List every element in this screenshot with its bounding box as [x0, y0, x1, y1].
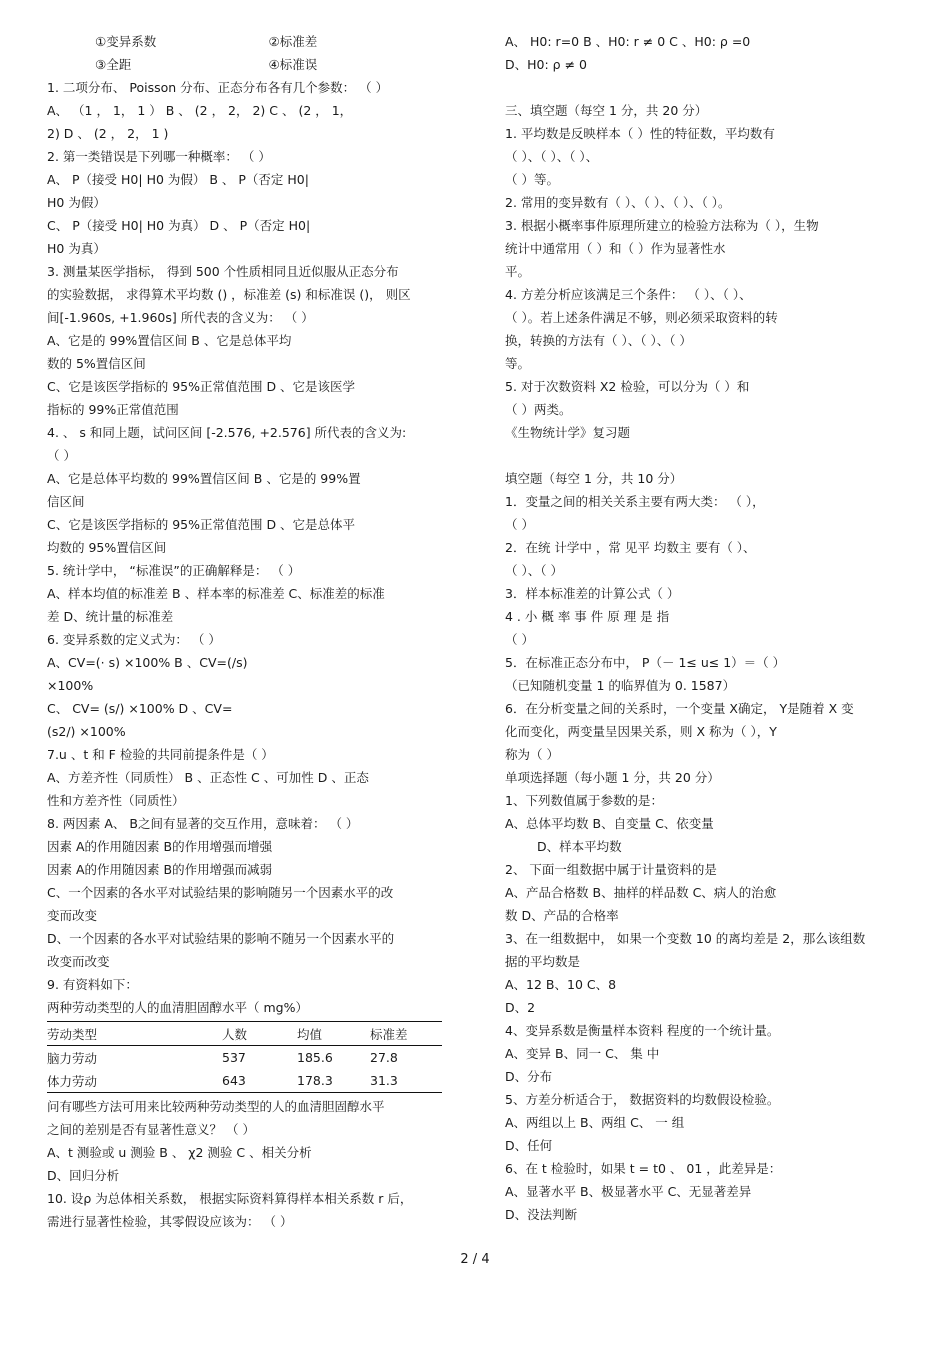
text-line: 1．变量之间的相关关系主要有两大类： （ ）， [505, 494, 765, 509]
text-line: 之间的差别是否有显著性意义？ （ ） [47, 1122, 255, 1137]
text-line: 4. 、 s 和同上题，试问区间 [-2.576, +2.576] 所代表的含义为: [47, 425, 407, 440]
text-line: 数 D、产品的合格率 [505, 908, 619, 923]
text-line: 4 . 小 概 率 事 件 原 理 是 指 [505, 609, 670, 624]
text-line: 3. 测量某医学指标， 得到 500 个性质相同且近似服从正态分布 [47, 264, 399, 279]
text-line: 信区间 [47, 494, 85, 509]
cholesterol-table [47, 1021, 442, 1093]
text-line: 3．样本标准差的计算公式（ ） [505, 586, 680, 601]
table-row [47, 1069, 442, 1093]
text-line: C、它是该医学指标的 95%正常值范围 D 、它是该医学 [47, 379, 356, 394]
text-line: 称为（ ） [505, 747, 559, 762]
text-line: 两种劳动类型的人的血清胆固醇水平（ mg%） [47, 1000, 308, 1015]
text-line: 变而改变 [47, 908, 98, 923]
option-label: ④标准误 [268, 57, 318, 72]
left-top-text [47, 30, 442, 1019]
text-line: （ ）、（ ） [505, 563, 563, 578]
text-line: A、 H0: r=0 B 、H0: r ≠ 0 C 、H0: ρ =0 [505, 34, 751, 49]
text-line: A、样本均值的标准差 B 、样本率的标准差 C、标准差的标准 [47, 586, 385, 601]
text-line: 换，转换的方法有（ ）、（ ）、（ ） [505, 333, 692, 348]
text-line: 2．在统 计学中 ，常 见平 均数主 要有（ ）、 [505, 540, 756, 555]
text-line: （ ） [505, 632, 534, 647]
text-line: 化而变化，两变量呈因果关系，则 X 称为（ ），Y [505, 724, 777, 739]
text-line: C、 P（接受 H0| H0 为真） D 、 P（否定 H0| [47, 218, 311, 233]
option-label: ③全距 [95, 57, 132, 72]
text-line: 性和方差齐性（同质性） [47, 793, 185, 808]
text-line: (s2/) ×100% [47, 724, 126, 739]
text-line: 4. 方差分析应该满足三个条件： （ ）、（ ）、 [505, 287, 752, 302]
text-line: 7.u 、t 和 F 检验的共同前提条件是（ ） [47, 747, 274, 762]
text-line [505, 76, 900, 99]
text-line: ×100% [47, 678, 94, 693]
text-line: 6. 变异系数的定义式为： （ ） [47, 632, 221, 647]
text-line: 9. 有资料如下： [47, 977, 138, 992]
text-line: D、2 [505, 1000, 536, 1015]
text-line: 数的 5%置信区间 [47, 356, 146, 371]
text-line: 差 D、统计量的标准差 [47, 609, 174, 624]
text-line: C、它是该医学指标的 95%正常值范围 D 、它是总体平 [47, 517, 356, 532]
text-line: 等。 [505, 356, 531, 371]
text-line: A、t 测验或 u 测验 B 、 χ2 测验 C 、相关分析 [47, 1145, 312, 1160]
table-cell: 643 [222, 1073, 246, 1088]
text-line: 2. 常用的变异数有（ ）、（ ）、（ ）、（ ）。 [505, 195, 731, 210]
text-line: A、变异 B、同一 C、 集 中 [505, 1046, 660, 1061]
text-line: 统计中通常用（ ）和（ ）作为显著性水 [505, 241, 726, 256]
text-line: （ ）、（ ）、（ ）、 [505, 149, 599, 164]
text-line: 4、变异系数是衡量样本资料 程度的一个统计量。 [505, 1023, 780, 1038]
text-line: A、 P（接受 H0| H0 为假） B 、 P（否定 H0| [47, 172, 309, 187]
text-line: A、产品合格数 B、抽样的样品数 C、病人的治愈 [505, 885, 777, 900]
text-line: 5. 统计学中， “标准误”的正确解释是： （ ） [47, 563, 301, 578]
table-header-cell: 人数 [222, 1026, 248, 1042]
left-column [47, 30, 442, 1233]
text-line: 的实验数据， 求得算术平均数 () ，标准差 (s) 和标准误 ()， 则区 [47, 287, 411, 302]
option-label: ①变异系数 [95, 34, 157, 49]
text-line: 填空题（每空 1 分，共 10 分） [505, 471, 683, 486]
text-line: 需进行显著性检验，其零假设应该为： （ ） [47, 1214, 293, 1229]
text-line: 5. 对于次数资料 X2 检验，可以分为（ ）和 [505, 379, 750, 394]
table-cell: 27.8 [370, 1050, 398, 1065]
text-line: A、两组以上 B、两组 C、 一 组 [505, 1115, 685, 1130]
text-line: 因素 A的作用随因素 B的作用增强而减弱 [47, 862, 273, 877]
text-line: 《生物统计学》复习题 [505, 425, 631, 440]
text-line: （ ）两类。 [505, 402, 572, 417]
text-line: D、任何 [505, 1138, 553, 1153]
table-cell: 537 [222, 1050, 246, 1065]
text-line: （ ）等。 [505, 172, 559, 187]
right-column [505, 30, 900, 1226]
text-line: 10. 设ρ 为总体相关系数， 根据实际资料算得样本相关系数 r 后， [47, 1191, 413, 1206]
text-line: D、分布 [505, 1069, 553, 1084]
table-cell: 脑力劳动 [47, 1050, 98, 1066]
text-line: 3. 根据小概率事件原理所建立的检验方法称为（ ），生物 [505, 218, 819, 233]
text-line: A、CV=(· s) ×100% B 、CV=(/s) [47, 655, 248, 670]
option-label: ②标准差 [268, 34, 318, 49]
text-line: A、总体平均数 B、自变量 C、依变量 [505, 816, 714, 831]
text-line: （ ）。若上述条件满足不够，则必须采取资料的转 [505, 310, 778, 325]
table-cell: 31.3 [370, 1073, 398, 1088]
table-cell: 185.6 [297, 1050, 333, 1065]
text-line: （ ） [505, 517, 534, 532]
table-cell: 178.3 [297, 1073, 333, 1088]
table-header-cell: 劳动类型 [47, 1026, 98, 1042]
text-line: 三、填空题（每空 1 分，共 20 分） [505, 103, 708, 118]
text-line: A、它是的 99%置信区间 B 、它是总体平均 [47, 333, 292, 348]
text-line: A、 （1 ， 1， 1 ） B 、 (2 ， 2， 2) C 、 (2 ， 1， [47, 103, 353, 118]
text-line: C、 CV= (s/) ×100% D 、CV= [47, 701, 233, 716]
text-line: 问有哪些方法可用来比较两种劳动类型的人的血清胆固醇水平 [47, 1099, 385, 1114]
text-line: A、方差齐性（同质性） B 、正态性 C 、可加性 D 、正态 [47, 770, 369, 785]
text-line: C、一个因素的各水平对试验结果的影响随另一个因素水平的改 [47, 885, 394, 900]
text-line: 间[-1.960s, +1.960s] 所代表的含义为： （ ） [47, 310, 314, 325]
text-line: D、样本平均数 [537, 839, 622, 854]
text-line: 单项选择题（每小题 1 分，共 20 分） [505, 770, 720, 785]
left-bottom-text [47, 1095, 442, 1233]
table-header-row [47, 1022, 442, 1046]
text-line: 指标的 99%正常值范围 [47, 402, 179, 417]
text-line: 8. 两因素 A、 B之间有显著的交互作用，意味着： （ ） [47, 816, 359, 831]
text-line: （ ） [47, 448, 76, 463]
table-header-cell: 均值 [297, 1026, 323, 1042]
text-line [47, 30, 442, 53]
text-line: 5．在标准正态分布中， P（－ 1≤ u≤ 1）＝（ ） [505, 655, 786, 670]
page-number: 2 / 4 [460, 1252, 490, 1267]
text-line: 因素 A的作用随因素 B的作用增强而增强 [47, 839, 273, 854]
table-row [47, 1046, 442, 1070]
text-line: 1、下列数值属于参数的是： [505, 793, 663, 808]
text-line: 1. 二项分布、 Poisson 分布、正态分布各有几个参数： （ ） [47, 80, 389, 95]
text-line [47, 53, 442, 76]
text-line: A、12 B、10 C、8 [505, 977, 617, 992]
text-line: D、回归分析 [47, 1168, 120, 1183]
text-line: 均数的 95%置信区间 [47, 540, 167, 555]
text-line: D、一个因素的各水平对试验结果的影响不随另一个因素水平的 [47, 931, 395, 946]
text-line: 2) D 、 (2 ， 2， 1 ) [47, 126, 169, 141]
text-line: 改变而改变 [47, 954, 110, 969]
text-line: 2. 第一类错误是下列哪一种概率： （ ） [47, 149, 271, 164]
text-line: H0 为假） [47, 195, 106, 210]
text-line: 平。 [505, 264, 531, 279]
text-line: （已知随机变量 1 的临界值为 0. 1587） [505, 678, 736, 693]
text-line: 6、在 t 检验时，如果 t = t0 、 01 ，此差异是： [505, 1161, 782, 1176]
text-line: D、没法判断 [505, 1207, 578, 1222]
text-line: 3、在一组数据中， 如果一个变数 10 的离均差是 2，那么该组数 [505, 931, 866, 946]
text-line: H0 为真） [47, 241, 106, 256]
text-line: 5、方差分析适合于， 数据资料的均数假设检验。 [505, 1092, 780, 1107]
text-line: 2、 下面一组数据中属于计量资料的是 [505, 862, 717, 877]
text-line: 6．在分析变量之间的关系时，一个变量 X确定， Y是随着 X 变 [505, 701, 854, 716]
right-text [505, 30, 900, 1226]
text-line: A、它是总体平均数的 99%置信区间 B 、它是的 99%置 [47, 471, 361, 486]
table-cell: 体力劳动 [47, 1073, 98, 1089]
text-line: 1. 平均数是反映样本（ ）性的特征数，平均数有 [505, 126, 775, 141]
text-line [505, 444, 900, 467]
text-line: 据的平均数是 [505, 954, 581, 969]
text-line: A、显著水平 B、极显著水平 C、无显著差异 [505, 1184, 752, 1199]
table-header-cell: 标准差 [370, 1026, 408, 1042]
text-line: D、H0: ρ ≠ 0 [505, 57, 587, 72]
